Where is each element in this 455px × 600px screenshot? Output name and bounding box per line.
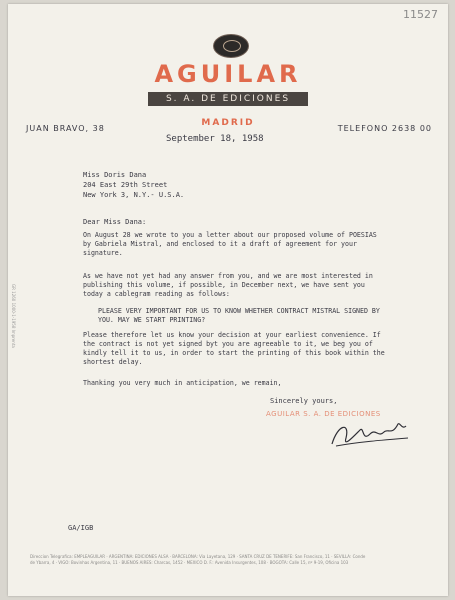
- footer-line: de Ybarra, 4 · VIGO: Bovinhas Argentina, 11 · BUENOS AIRES: Charcas, 1452 · MEXICO D. F.: Avenida Insurgentes, 108 · BOGOTA: Calle 15, nº 9-19, Oficina 103: [30, 560, 349, 565]
- body-paragraph: Please therefore let us know your decision at your earliest convenience. If the contract is not yet signed byt you are agreeable to it, we beg you of kindly tell it to us, in order to start the printing of this book within the shortest delay.: [83, 331, 385, 366]
- side-print-note: GR 1260 1000-1-1958 Imprenta: [11, 284, 16, 348]
- body-paragraph: On August 28 we wrote to you a letter about our proposed volume of POESIAS by Gabriela Mistral, and enclosed to it a draft of agreement for your signature.: [83, 231, 377, 257]
- cablegram-text: PLEASE VERY IMPORTANT FOR US TO KNOW WHETHER CONTRACT MISTRAL SIGNED BY YOU. MAY WE START PRINTING?: [98, 307, 380, 324]
- footer-line: Direccion Telegrafica: EMPLEAGUILAR · ARGENTINA: EDICIONES ALSA · BARCELONA: Via Layetana, 129 · SANTA CRUZ DE TENERIFE: San Francisco, 11 · SEVILLA: Conde: [30, 554, 366, 559]
- signature-icon: [328, 416, 413, 452]
- closing: Sincerely yours,: [270, 397, 338, 405]
- company-seal-icon: [213, 34, 249, 58]
- body-paragraph: Thanking you very much in anticipation, we remain,: [83, 379, 282, 387]
- address-right: TELEFONO 2638 00: [337, 124, 432, 133]
- letter-date: September 18, 1958: [166, 134, 264, 144]
- recipient-line: 204 East 29th Street: [83, 181, 168, 189]
- company-stamp: AGUILAR S. A. DE EDICIONES: [266, 410, 381, 418]
- pencil-mark: 11527: [403, 8, 438, 21]
- salutation: Dear Miss Dana:: [83, 218, 147, 226]
- recipient-block: [83, 170, 184, 200]
- recipient-line: Miss Doris Dana: [83, 171, 147, 179]
- reference-initials: GA/IGB: [68, 524, 94, 532]
- letter-page: [8, 4, 448, 596]
- company-tagline: S. A. DE EDICIONES: [148, 92, 308, 106]
- city: MADRID: [201, 118, 255, 128]
- footer-addresses: [30, 554, 435, 566]
- recipient-line: New York 3, N.Y.- U.S.A.: [83, 191, 185, 199]
- company-brand: AGUILAR: [154, 60, 302, 88]
- address-left: JUAN BRAVO, 38: [26, 124, 105, 133]
- body-paragraph: As we have not yet had any answer from you, and we are most interested in publishing this volume, if possible, in December next, we have sent you today a cablegram reading as follows:: [83, 272, 373, 298]
